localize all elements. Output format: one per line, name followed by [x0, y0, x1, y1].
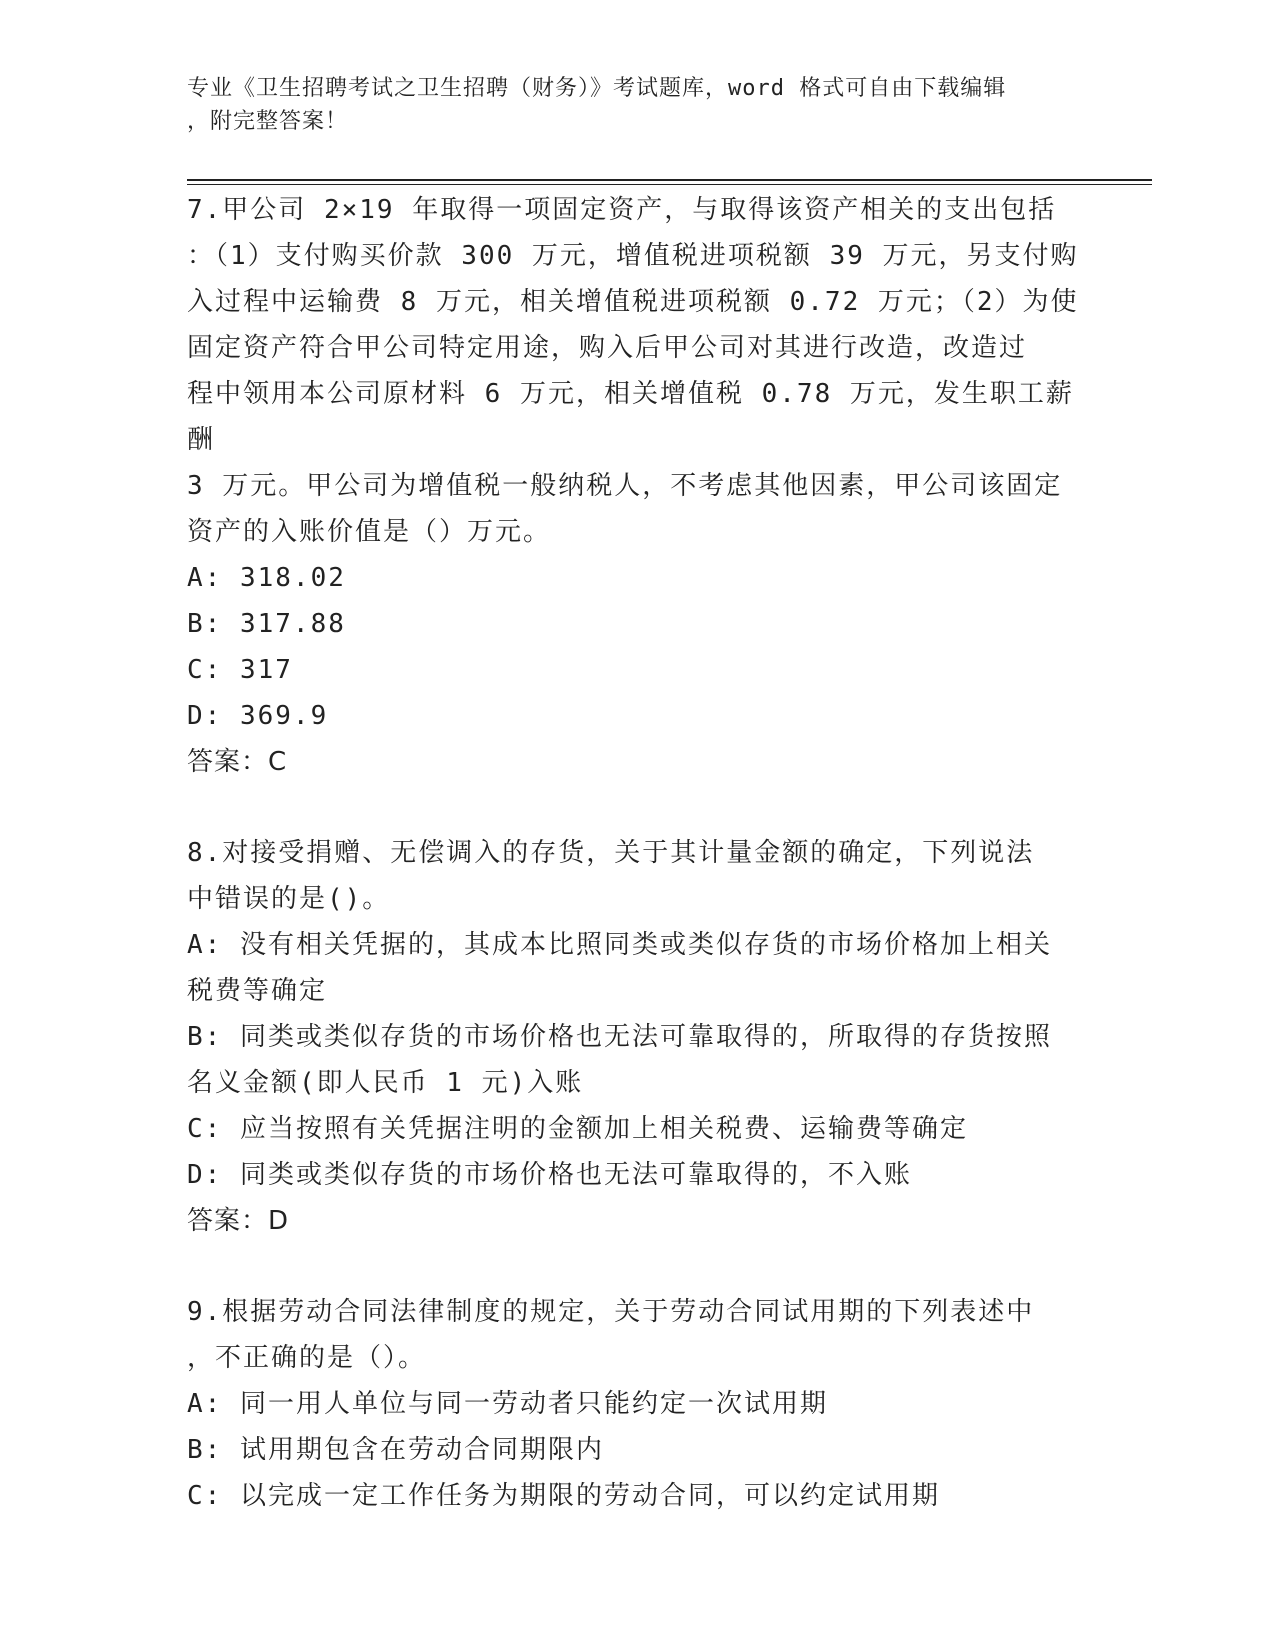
question-stem: 7.甲公司 2×19 年取得一项固定资产，与取得该资产相关的支出包括 ：（1）支付购买价款 300 万元，增值税进项税额 39 万元，另支付购 入过程中运输费 8 万元，相关增值税进项税额 0.72 万元；（2）为使 固定资产符合甲公司特定用途，购入后甲公司对其进行改造，改造过 程中领用本公司原材料 6 万元，相关增值税 0.78 万元，发生职工薪酬 3 万元。甲公司为增值税一般纳税人，不考虑其他因素，甲公司该固定 资产的入账价值是（）万元。	[187, 195, 1079, 547]
answer-line: 答案：D	[187, 1206, 290, 1236]
option-b: B: 试用期包含在劳动合同期限内	[187, 1435, 604, 1465]
header-divider-thin	[187, 184, 1152, 185]
document-header: 专业《卫生招聘考试之卫生招聘（财务）》考试题库，word 格式可自由下载编辑 ，附完整答案！	[187, 76, 1007, 134]
option-a: A: 同一用人单位与同一劳动者只能约定一次试用期	[187, 1389, 828, 1419]
question-spacer	[187, 1244, 1087, 1289]
option-b: B: 317.88	[187, 609, 346, 639]
question-stem: 9.根据劳动合同法律制度的规定，关于劳动合同试用期的下列表述中 ，不正确的是（）。	[187, 1297, 1035, 1373]
question-stem: 8.对接受捐赠、无偿调入的存货，关于其计量金额的确定，下列说法 中错误的是()。	[187, 838, 1035, 914]
question-8	[187, 830, 1087, 1244]
option-b: B: 同类或类似存货的市场价格也无法可靠取得的，所取得的存货按照 名义金额(即人民币 1 元)入账	[187, 1022, 1052, 1098]
option-c: C: 317	[187, 655, 293, 685]
option-a: A: 318.02	[187, 563, 346, 593]
question-9	[187, 1289, 1087, 1519]
question-7	[187, 187, 1087, 785]
answer-line: 答案：C	[187, 747, 288, 777]
question-list	[187, 187, 1087, 1519]
option-d: D: 同类或类似存货的市场价格也无法可靠取得的，不入账	[187, 1160, 912, 1190]
option-a: A: 没有相关凭据的，其成本比照同类或类似存货的市场价格加上相关 税费等确定	[187, 930, 1052, 1006]
question-spacer	[187, 785, 1087, 830]
option-d: D: 369.9	[187, 701, 329, 731]
option-c: C: 应当按照有关凭据注明的金额加上相关税费、运输费等确定	[187, 1114, 968, 1144]
option-c: C: 以完成一定工作任务为期限的劳动合同，可以约定试用期	[187, 1481, 940, 1511]
header-divider-thick	[187, 179, 1152, 181]
